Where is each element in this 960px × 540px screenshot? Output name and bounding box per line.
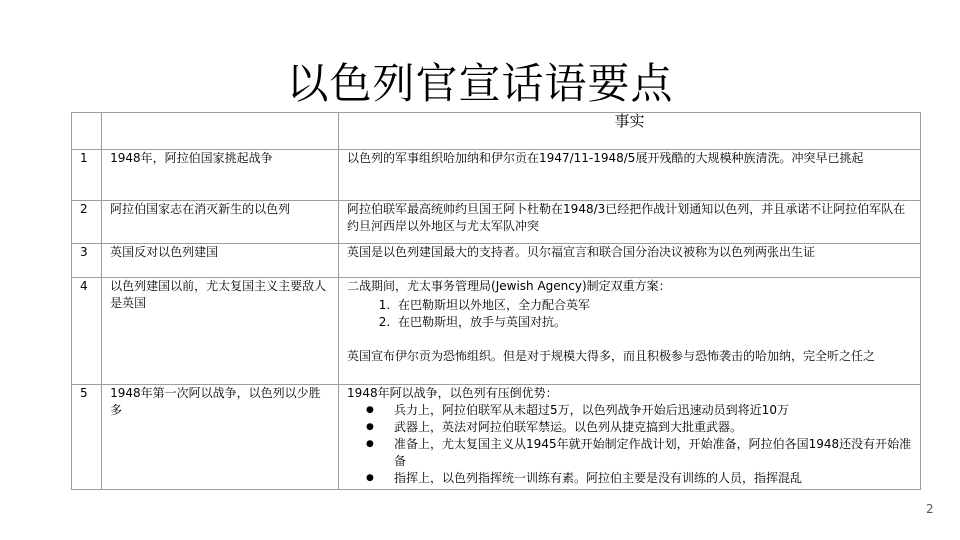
fact-cell: 英国是以色列建国最大的支持者。贝尔福宣言和联合国分治决议被称为以色列两张出生证 [339, 244, 921, 278]
header-cell-claim [102, 113, 339, 150]
table-row [72, 385, 921, 490]
points-list-item [366, 419, 912, 436]
table-row [72, 244, 921, 278]
claim-cell: 以色列建国以前，尤太复国主义主要敌人是英国 [102, 278, 339, 385]
table-row [72, 278, 921, 385]
claim-cell: 英国反对以色列建国 [102, 244, 339, 278]
bullet-icon: ● [366, 439, 374, 449]
paragraph-gap [347, 331, 912, 348]
plan-list [347, 297, 912, 331]
points-list [347, 402, 912, 487]
points-list-text: 指挥上，以色列指挥统一训练有素。阿拉伯主要是没有训练的人员，指挥混乱 [394, 471, 803, 485]
row-number: 3 [72, 244, 102, 278]
fact-outro: 英国宣布伊尔贡为恐怖组织。但是对于规模大得多，而且积极参与恐怖袭击的哈加纳，完全听之任之 [347, 349, 876, 363]
fact-cell: 阿拉伯联军最高统帅约旦国王阿卜杜勒在1948/3已经把作战计划通知以色列，并且承诺不让阿拉伯军队在约旦河西岸以外地区与尤太军队冲突 [339, 201, 921, 244]
table-header-row [72, 113, 921, 150]
slide-title: 以色列官宣话语要点 [286, 59, 674, 108]
bullet-icon: ● [366, 405, 374, 415]
plan-list-item: 2. 在巴勒斯坦，放手与英国对抗。 [394, 314, 912, 331]
facts-table [71, 112, 921, 490]
plan-list-item: 1. 在巴勒斯坦以外地区，全力配合英军 [394, 297, 912, 314]
fact-intro: 1948年阿以战争，以色列有压倒优势： [347, 386, 558, 400]
header-cell-number [72, 113, 102, 150]
points-list-item [366, 402, 912, 419]
table-row [72, 201, 921, 244]
claim-cell: 1948年，阿拉伯国家挑起战争 [102, 150, 339, 201]
fact-cell [339, 385, 921, 490]
fact-cell [339, 278, 921, 385]
points-list-text: 兵力上，阿拉伯联军从未超过5万，以色列战争开始后迅速动员到将近10万 [394, 403, 789, 417]
points-list-item [366, 436, 912, 470]
row-number: 5 [72, 385, 102, 490]
fact-cell: 以色列的军事组织哈加纳和伊尔贡在1947/11-1948/5展开残酷的大规模种族清洗。冲突早已挑起 [339, 150, 921, 201]
bullet-icon: ● [366, 422, 374, 432]
row-number: 4 [72, 278, 102, 385]
bullet-icon: ● [366, 473, 374, 483]
page-number: 2 [926, 502, 934, 516]
row-number: 1 [72, 150, 102, 201]
points-list-text: 准备上，尤太复国主义从1945年就开始制定作战计划，开始准备，阿拉伯各国1948还没有开始准备 [394, 437, 912, 468]
header-cell-fact: 事实 [339, 113, 921, 150]
row-number: 2 [72, 201, 102, 244]
table-row [72, 150, 921, 201]
claim-cell: 1948年第一次阿以战争，以色列以少胜多 [102, 385, 339, 490]
points-list-text: 武器上，英法对阿拉伯联军禁运。以色列从捷克搞到大批重武器。 [394, 420, 743, 434]
points-list-item [366, 470, 912, 487]
fact-intro: 二战期间，尤太事务管理局(Jewish Agency)制定双重方案： [347, 279, 671, 293]
claim-cell: 阿拉伯国家志在消灭新生的以色列 [102, 201, 339, 244]
